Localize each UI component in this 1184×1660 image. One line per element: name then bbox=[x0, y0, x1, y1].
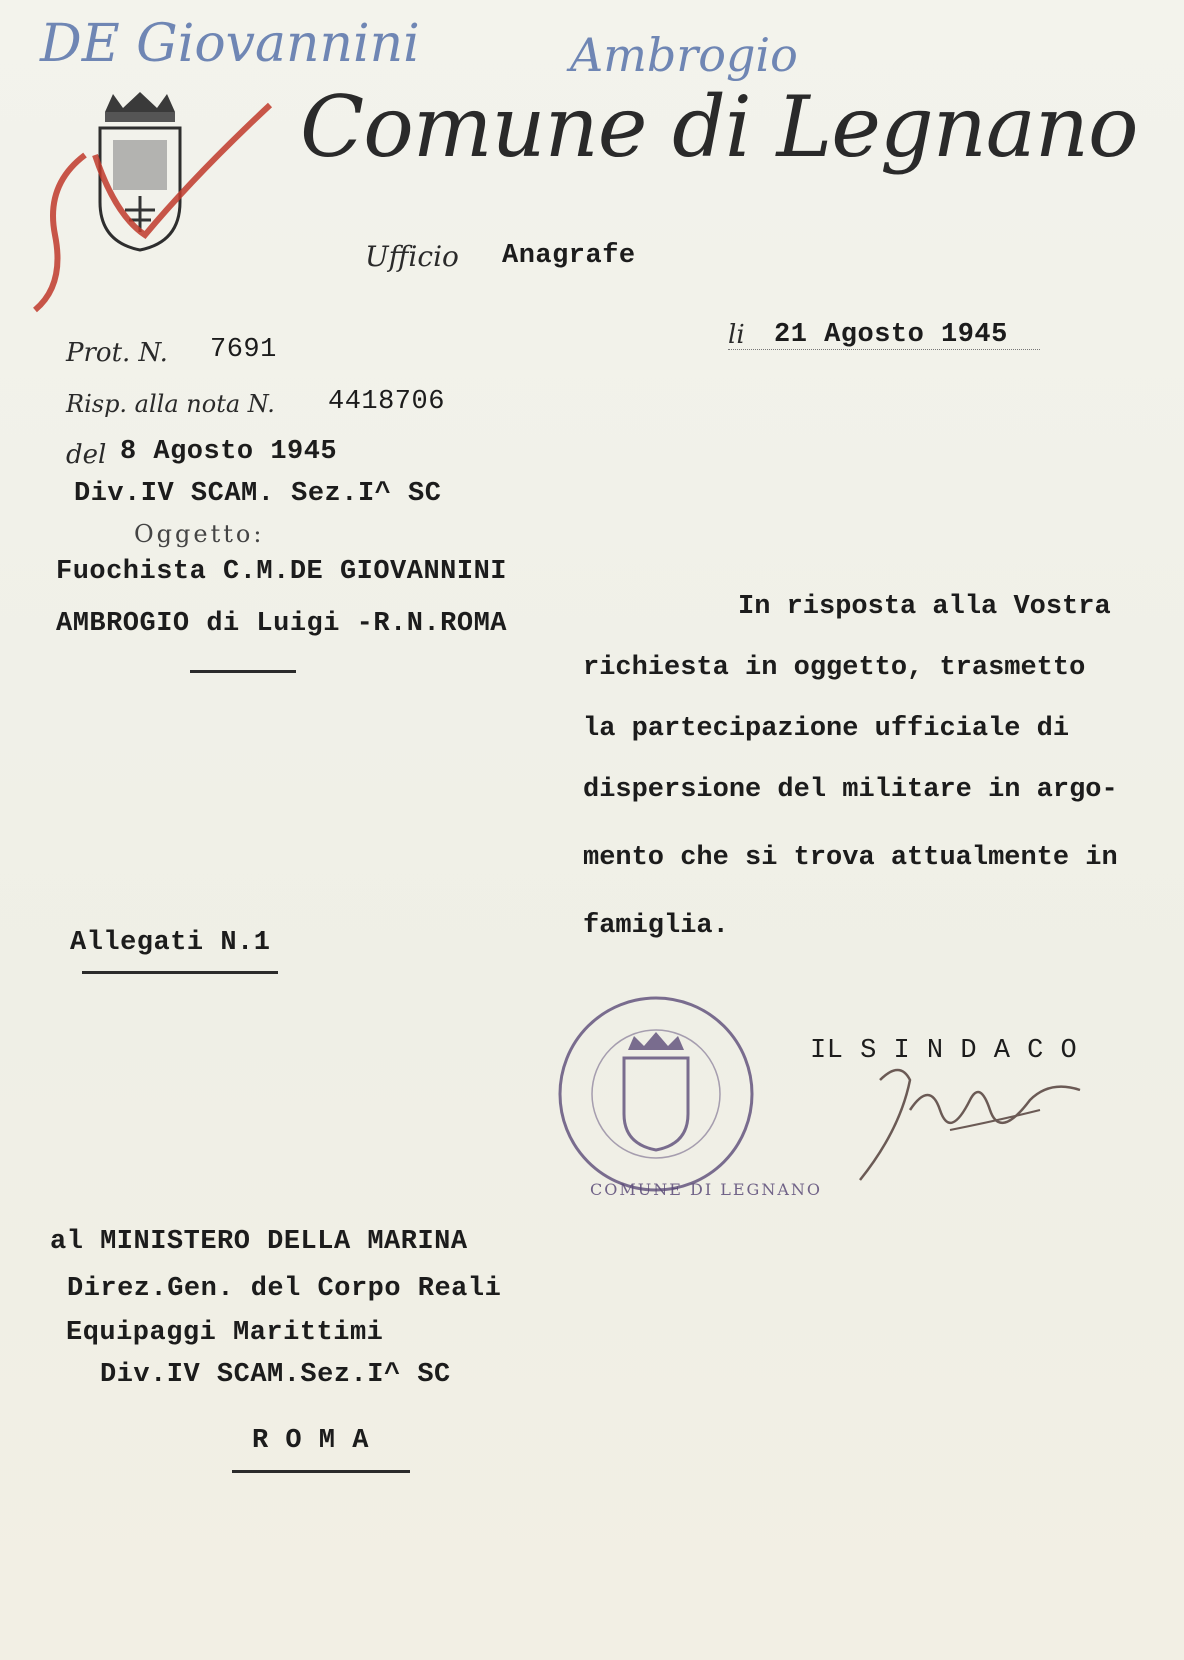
city-underline bbox=[232, 1470, 410, 1473]
attachments-underline bbox=[82, 971, 278, 974]
red-pencil-mark-icon bbox=[25, 95, 275, 315]
body-line-2: richiesta in oggetto, trasmetto bbox=[583, 653, 1086, 683]
recipient-line-3: Equipaggi Marittimi bbox=[66, 1318, 384, 1348]
handwritten-signature-icon bbox=[840, 1040, 1100, 1190]
recipient-line-4: Div.IV SCAM.Sez.I^ SC bbox=[100, 1360, 451, 1390]
body-line-3: la partecipazione ufficiale di bbox=[583, 714, 1070, 744]
body-line-5: mento che si trova attualmente in bbox=[583, 843, 1118, 873]
date-prefix: li bbox=[728, 320, 745, 350]
prot-label: Prot. N. bbox=[66, 338, 168, 368]
office-label: Ufficio bbox=[365, 240, 459, 273]
subject-label: Oggetto: bbox=[134, 520, 265, 548]
letterhead-title: Comune di Legnano bbox=[300, 78, 1138, 176]
attachments-label: Allegati N.1 bbox=[70, 928, 271, 958]
handwritten-surname: DE Giovannini bbox=[40, 14, 420, 74]
office-value: Anagrafe bbox=[502, 241, 636, 271]
recipient-city: R O M A bbox=[252, 1426, 369, 1456]
division-code: Div.IV SCAM. Sez.I^ SC bbox=[74, 479, 442, 509]
letter-date: 21 Agosto 1945 bbox=[774, 320, 1008, 350]
body-line-1: In risposta alla Vostra bbox=[738, 592, 1111, 622]
del-date: 8 Agosto 1945 bbox=[120, 437, 338, 467]
subject-line-1: Fuochista C.M.DE GIOVANNINI bbox=[56, 557, 507, 587]
subject-line-2: AMBROGIO di Luigi -R.N.ROMA bbox=[56, 609, 507, 639]
prot-number: 7691 bbox=[210, 335, 277, 365]
subject-underline bbox=[190, 670, 296, 673]
signature-title: IL S I N D A C O bbox=[810, 1036, 1078, 1066]
stamp-text: COMUNE DI LEGNANO bbox=[590, 1180, 822, 1199]
recipient-line-2: Direz.Gen. del Corpo Reali bbox=[67, 1274, 502, 1304]
official-stamp-icon bbox=[556, 994, 756, 1194]
risp-label: Risp. alla nota N. bbox=[66, 390, 275, 418]
del-label: del bbox=[66, 440, 107, 470]
date-dotted-line bbox=[728, 349, 1040, 350]
handwritten-name: Ambrogio bbox=[570, 28, 798, 82]
recipient-line-1: al MINISTERO DELLA MARINA bbox=[50, 1227, 468, 1257]
risp-number: 4418706 bbox=[328, 387, 445, 417]
body-line-4: dispersione del militare in argo- bbox=[583, 775, 1118, 805]
body-line-6: famiglia. bbox=[583, 911, 729, 941]
